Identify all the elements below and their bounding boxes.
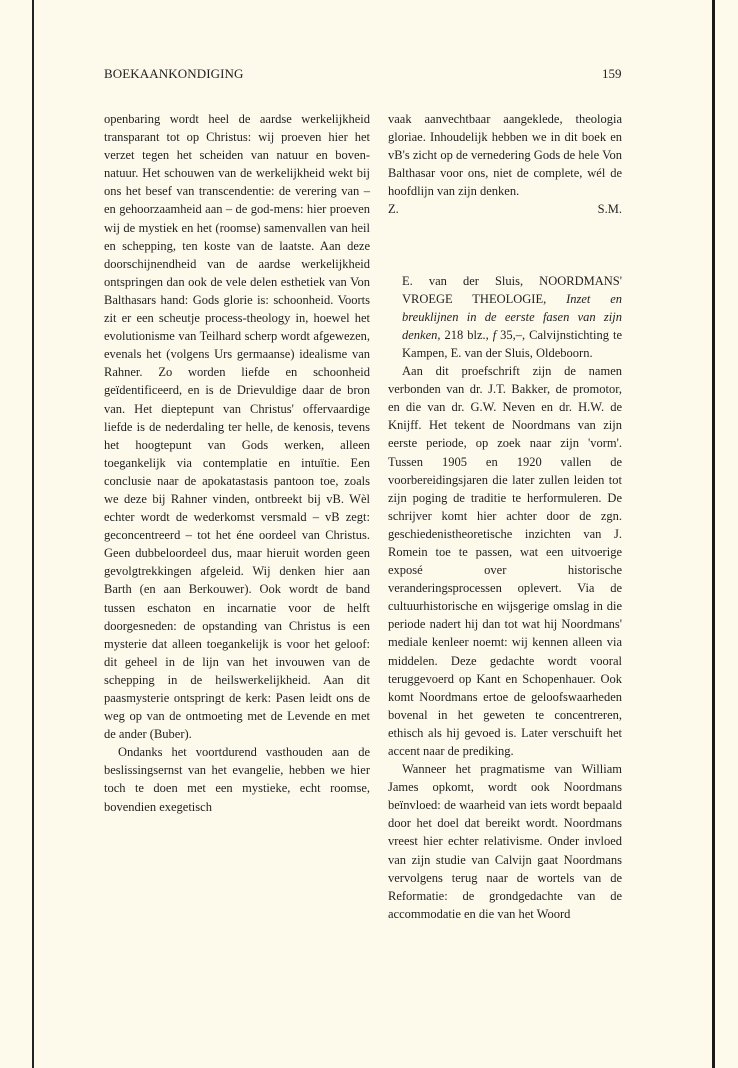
- right-paragraph-1: vaak aanvechtbaar aangeklede, theologia gloriae. Inhoudelijk hebben we in dit boek en vB's zicht op de vernedering Gods de hele Von Balthasar voor ons, niet de complete, wél de hoofdlijn van zijn denken.: [388, 112, 622, 199]
- running-header-title: BOEKAANKONDIGING: [104, 66, 244, 81]
- signature-initial: Z.: [388, 202, 399, 217]
- review-book-heading: [402, 272, 622, 362]
- left-paragraph-2: Ondanks het voortdurend vasthouden aan de beslissingsernst van het evangelie, hebben we hier toch te doen met een mystieke, echt roomse, bovendien exegetisch: [104, 745, 370, 814]
- review-pages: 218 blz.,: [444, 327, 489, 342]
- scan-left-edge-line: [32, 0, 34, 1068]
- right-column: [388, 110, 622, 923]
- review-price-symbol: f: [492, 327, 497, 342]
- review-publisher: 35,–, Calvijnstichting te Kampen, E. van der Sluis, Oldeboorn.: [402, 327, 622, 360]
- scan-right-edge-line: [712, 0, 715, 1068]
- signature-author: S.M.: [597, 202, 622, 217]
- signature-line: [388, 200, 622, 218]
- right-paragraph-3: Wanneer het pragmatisme van William James opkomt, wordt ook Noordmans beïnvloed: de waarheid van iets wordt bepaald door het doel dat bereikt wordt. Noordmans vreest hier echter relativisme. Onder invloed van zijn studie van Calvijn gaat Noordmans vervolgens terug naar de wortels van de Reformatie: de grondgedachte van de accommodatie en die van het Woord: [388, 762, 622, 921]
- left-column: [104, 110, 370, 816]
- review-author-title: E. van der Sluis, NOORDMANS' VROEGE THEOLOGIE,: [402, 273, 622, 306]
- left-paragraph-1: openbaring wordt heel de aardse werkelijkheid transparant tot op Christus: wij proeven hier het verzet tegen het scheiden van natuur en boven-natuur. Het schouwen van de werkelijkheid wekt bij ons het besef van transcendentie: de verering van – en gehoorzaamheid aan – de god-mens: hier proeven wij de mystiek en het (roomse) samenvallen van heil en schepping, ten koste van de laatste. Aan deze doorschijnendheid van de aardse werkelijkheid ontspringen dan ook de vele delen esthetiek van Von Balthasars hand: Gods glorie is: schoonheid. Voorts zit er een scheutje process-theology in, hoewel het evolutionisme van Teilhard scherp wordt afgewezen, evenals het (volgens Urs germaanse) idealisme van Rahner. Zo worden liefde en schoonheid geïdentificeerd, en is de Drievuldige daar de bron van. Het dieptepunt van Christus' offervaardige liefde is de nederdaling ter helle, de kenosis, tevens het hoogtepunt van Gods werken, alleen toegankelijk via contemplatie en intuïtie. Een conclusie naar de apokatastasis pantoon toe, zoals we deze bij Rahner vinden, ontbreekt bij vB. Wèl echter wordt de wederkomst versmald – vB zegt: geconcentreerd – tot het éne oordeel van Christus. Geen dubbeloordeel dus, maar hieruit worden geen gevolgtrekkingen afgeleid. Wij denken hier aan Barth (en aan Berkouwer). Ook wordt de band tussen eschaton en incarnatie voor de helft doorgesneden: de opstanding van Christus is een mysterie dat alleen toegankelijk is voor het geloof: dit geheel in de lijn van het invouwen van de schepping in de heilswerkelijkheid. Aan dit paasmysterie ontspringt de kerk: Pasen leidt ons de weg op van de ontmoeting met de Levende en met de ander (Buber).: [104, 112, 370, 742]
- review-subtitle: Inzet en breuklijnen in de eerste fasen van zijn denken,: [402, 291, 622, 342]
- page-number: 159: [602, 66, 622, 81]
- right-paragraph-2: Aan dit proefschrift zijn de namen verbonden van dr. J.T. Bakker, de promotor, en die van dr. G.W. Neven en dr. H.W. de Knijff. Het tekent de Noordmans van zijn eerste periode, op zoek naar zijn 'vorm'. Tussen 1905 en 1920 vallen de voorbereidingsjaren die later zullen leiden tot zijn poging de traditie te herformuleren. De schrijver komt hier achter door de zgn. geschiedenistheoretische inzichten van J. Romein toe te passen, wat een uitvoerige exposé over historische veranderingsprocessen oplevert. Via de cultuurhistorische en wijsgerige omslag in die periode nadert hij dan tot wat hij Noordmans' mediale kenleer noemt: wij kennen alleen via middelen. Deze gedachte wordt vooral teruggevoerd op Kant en Schopenhauer. Ook komt Noordmans ertoe de geloofswaarheden bovenal in het geweten te concentreren, ethisch als hij gevoed is. Later verschuift het accent naar de prediking.: [388, 364, 622, 758]
